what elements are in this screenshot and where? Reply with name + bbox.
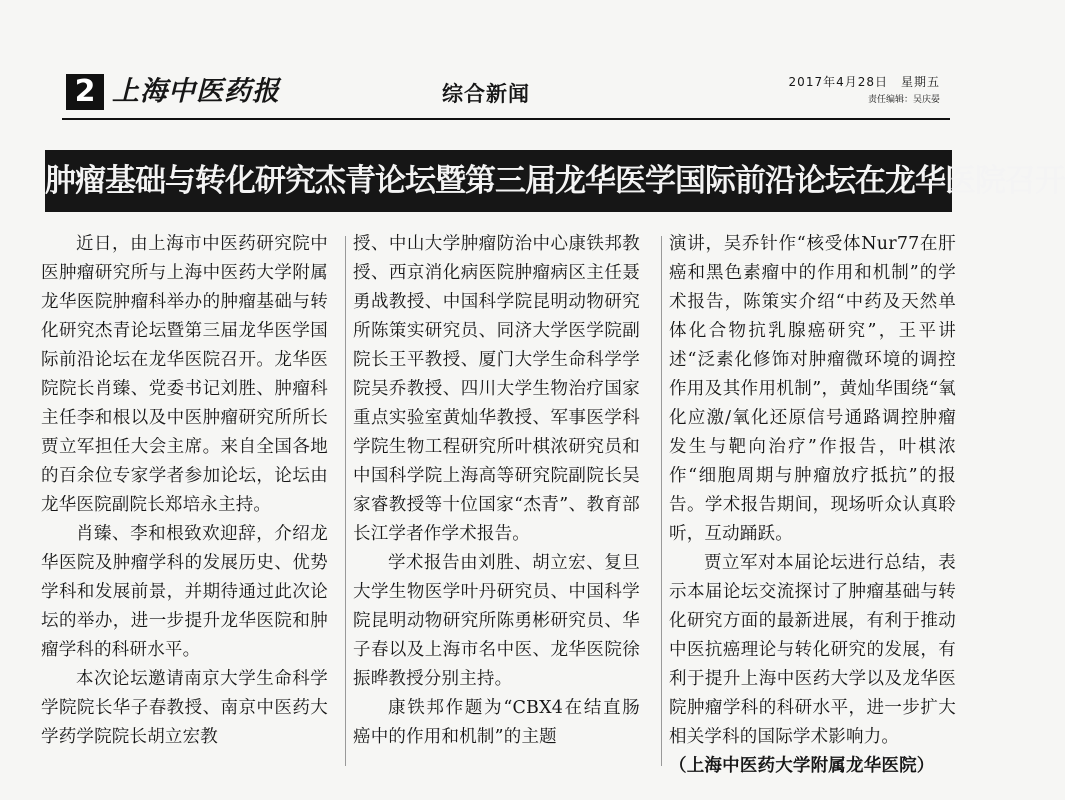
header-rule: [62, 118, 950, 120]
paragraph: 本次论坛邀请南京大学生命科学学院院长华子春教授、南京中医药大学药学院院长胡立宏教: [41, 669, 328, 747]
paragraph: 近日，由上海市中医药研究院中医肿瘤研究所与上海中医药大学附属龙华医院肿瘤科举办的肿瘤基础与转化研究杰青论坛暨第三届龙华医学国际前沿论坛在龙华医院召开。龙华医院院长肖臻、党委书记刘胜、肿瘤科主任李和根以及中医肿瘤研究所所长贾立军担任大会主席。来自全国各地的百余位专家学者参加论坛，论坛由龙华医院副院长郑培永主持。: [41, 234, 328, 515]
article-column-1: [41, 230, 328, 752]
article-body: [41, 230, 956, 790]
paragraph: 学术报告由刘胜、胡立宏、复旦大学生物医学叶丹研究员、中国科学院昆明动物研究所陈勇彬研究员、华子春以及上海市名中医、龙华医院徐振晔教授分别主持。: [353, 553, 640, 689]
paragraph: 肖臻、李和根致欢迎辞，介绍龙华医院及肿瘤学科的发展历史、优势学科和发展前景，并期待通过此次论坛的举办，进一步提升龙华医院和肿瘤学科的科研水平。: [41, 524, 328, 660]
article-source: （上海中医药大学附属龙华医院）: [669, 756, 935, 776]
article-column-2: [353, 230, 640, 752]
paragraph: 授、中山大学肿瘤防治中心康铁邦教授、西京消化病医院肿瘤病区主任聂勇战教授、中国科学院昆明动物研究所陈策实研究员、同济大学医学院副院长王平教授、厦门大学生命科学学院吴乔教授、四川大学生物治疗国家重点实验室黄灿华教授、军事医学科学院生物工程研究所叶棋浓研究员和中国科学院上海高等研究院副院长吴家睿教授等十位国家“杰青”、教育部长江学者作学术报告。: [353, 234, 640, 544]
section-title: 综合新闻: [442, 82, 530, 106]
page-number: 2: [66, 74, 104, 110]
paragraph: 演讲，吴乔针作“核受体Nur77在肝癌和黑色素瘤中的作用和机制”的学术报告，陈策实介绍“中药及天然单体化合物抗乳腺癌研究”，王平讲述“泛素化修饰对肿瘤微环境的调控作用及其作用机制”，黄灿华围绕“氧化应激/氧化还原信号通路调控肿瘤发生与靶向治疗”作报告，叶棋浓作“细胞周期与肿瘤放疗抵抗”的报告。学术报告期间，现场听众认真聆听，互动踊跃。: [669, 234, 956, 544]
masthead-title: 上海中医药报: [112, 76, 280, 107]
paragraph: 贾立军对本届论坛进行总结，表示本届论坛交流探讨了肿瘤基础与转化研究方面的最新进展，有利于推动中医抗癌理论与转化研究的发展，有利于提升上海中医药大学以及龙华医院肿瘤学科的科研水平，进一步扩大相关学科的国际学术影响力。: [669, 553, 956, 747]
issue-date: 2017年4月28日 星期五: [788, 75, 940, 89]
article-column-3: [669, 230, 956, 781]
newspaper-header: [0, 0, 980, 130]
paragraph: 康铁邦作题为“CBX4在结直肠癌中的作用和机制”的主题: [353, 698, 640, 747]
article-headline: 肿瘤基础与转化研究杰青论坛暨第三届龙华医学国际前沿论坛在龙华医院召开: [45, 150, 952, 212]
responsible-editor: 责任编辑：吴庆晏: [867, 95, 940, 105]
